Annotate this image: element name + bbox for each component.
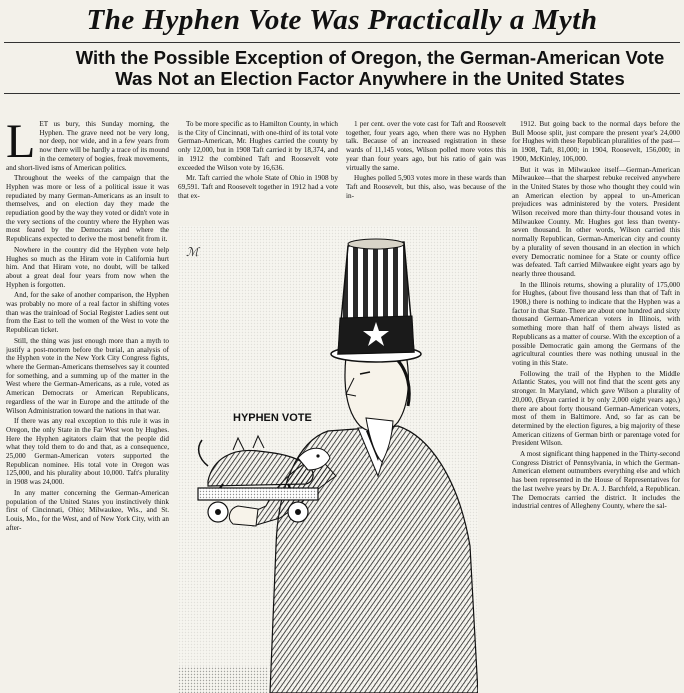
- deck-rule: [4, 93, 680, 94]
- article-paragraph: 1912. But going back to the normal days before the Bull Moose split, just compare the present year's 24,000 for Hughes with these Republican pluralities of the past—in 1908, Taft, 81,000; in 1904, Roosevelt, 156,000; in 1900, McKinley, 106,000.: [512, 120, 680, 163]
- headline: The Hyphen Vote Was Practically a Myth: [86, 4, 598, 36]
- article-column-2: [178, 120, 338, 225]
- article-paragraph: Mr. Taft carried the whole State of Ohio in 1908 by 69,591. Taft and Roosevelt together in 1912 had a vote that ex-: [178, 174, 338, 200]
- article-paragraph: In any matter concerning the German-American population of the United States you instinctively think first of Cincinnati, Ohio; Milwaukee, Wis., and St. Louis, Mo., for the West, and of New York City, with an after-: [6, 488, 169, 532]
- article-paragraph: A most significant thing happened in the Thirty-second Congress District of Pennsylvania, in which the German-American element outnumbers everything else and which has been represented in the House of Representatives for the last twelve years by Dr. A. J. Barchfeld, a Republican. The Democrats carried the district. It includes the industrial centres of Allegheny County, where the sal-: [512, 450, 680, 511]
- cartoon-drawing: [178, 226, 478, 693]
- uncle-sam-cartoon: [178, 226, 478, 693]
- article-paragraph: Hughes polled 5,903 votes more in these wards than Taft and Roosevelt, but this, also, was because of the in-: [346, 174, 506, 200]
- article-column-4: [512, 120, 680, 693]
- article-column-1: [6, 120, 169, 693]
- article-paragraph: To be more specific as to Hamilton County, in which is the City of Cincinnati, with one-third of its total vote German-American, Mr. Hughes carried the county by only 12,000, but in 1908 Taft carried it by 18,374, and in 1912 the combined Taft and Roosevelt vote exceeded the Wilson vote by 16,636.: [178, 120, 338, 172]
- article-paragraph: Still, the thing was just enough more than a myth to justify a post-mortem before the burial, an analysis of the Hyphen vote in the New York City Congress fights, where the German-Americans themselves say it counted for something, and a summing up of the matter in the West where the German-Americans, as a rule, voted as American Democrats or American Republicans, regardless of the war in Europe and the attitude of the Wilson Administration toward the nations in that war.: [6, 336, 169, 415]
- article-paragraph: If there was any real exception to this rule it was in Oregon, the only State in the Far West won by Hughes. Here the Hyphen agitators claim that the people did what they told them to do and that, as a consequence, 25,000 German-American voters supported the Republican nominee. His total vote in Oregon was 125,000, and his plurality about 10,000. Taft's plurality in 1908 was 24,000.: [6, 417, 169, 487]
- article-column-3: [346, 120, 506, 225]
- article-paragraph: Following the trail of the Hyphen to the Middle Atlantic States, you will not find that the scent gets any stronger. In Maryland, which gave Wilson a plurality of 20,000, (Bryan carried it by only 2,000 eight years ago,) there are about forty thousand German-American voters, most of them in Baltimore. And, so far as can be determined by the election figures, a big majority of these American citizens of German birth or parentage voted for President Wilson.: [512, 369, 680, 448]
- article-paragraph: Nowhere in the country did the Hyphen vote help Hughes so much as the Hiram vote in California hurt him. And that Hiram vote, no doubt, will be talked about a great deal four years from now when the Hyphen is forgotten.: [6, 245, 169, 289]
- toy-label: HYPHEN VOTE: [233, 412, 312, 424]
- subheadline: With the Possible Exception of Oregon, the German-American Vote Was Not an Election Factor Anywhere in the United States: [75, 47, 665, 89]
- article-paragraph: In the Illinois returns, showing a plurality of 175,000 for Hughes, (about five thousand less than that of Taft in 1908,) there is nothing to indicate that the Hyphen was a factor in that State. There are about one hundred and sixty thousand German-American voters in Illinois, with something more than half of them always listed as Republicans as a matter of course. With the exception of a possible Democratic gain among the Germans of the agricultural counties there was nothing unusual in the voting in this State.: [512, 280, 680, 367]
- article-paragraph: Throughout the weeks of the campaign that the Hyphen was more or less of a political issue it was repudiated by many German-Americans as an insult to themselves, and on election day they made the repudiation good by the way they voted or didn't vote in the very sections of the country where the Hyphen was most feared by the Democrats and where the Republicans expected to derive the most benefit from it.: [6, 174, 169, 244]
- headline-rule: [4, 42, 680, 43]
- article-paragraph: But it was in Milwaukee itself—German-American Milwaukee—that the sharpest rebuke received anywhere in the United States by those who thought they could win an American election by appeal to un-American prejudices was administered by the voters. President Wilson received more than thirty-four thousand votes in Milwaukee County. Mr. Hughes got less than twenty-seven thousand. In other words, Wilson carried this normally Republican, German-American city and county by a plurality of seven thousand in an election in which every Democratic nominee for a State or county office was defeated. Taft carried Milwaukee eight years ago by nearly three thousand.: [512, 165, 680, 278]
- article-paragraph: 1 per cent. over the vote cast for Taft and Roosevelt together, four years ago, when there was no Hyphen talk. Because of an increased registration in these wards of 11,145 votes, Wilson polled more votes this year than four years ago, but his ratio of gain was virtually the same.: [346, 120, 506, 172]
- article-paragraph: LET us bury, this Sunday morning, the Hyphen. The grave need not be very long, nor deep, nor wide, and in a few years from now there will be hardly a trace of its mound in the cemetery of bogies, freak movements, and short-lived isms of American politics.: [6, 120, 169, 172]
- article-paragraph: And, for the sake of another comparison, the Hyphen was probably no more of a real factor in shifting votes than was the trainload of Social Register Ladies sent out from the East to tell the women of the West to vote the Republican ticket.: [6, 291, 169, 335]
- drop-cap: L: [6, 120, 36, 168]
- svg-text:ℳ: ℳ: [186, 245, 199, 259]
